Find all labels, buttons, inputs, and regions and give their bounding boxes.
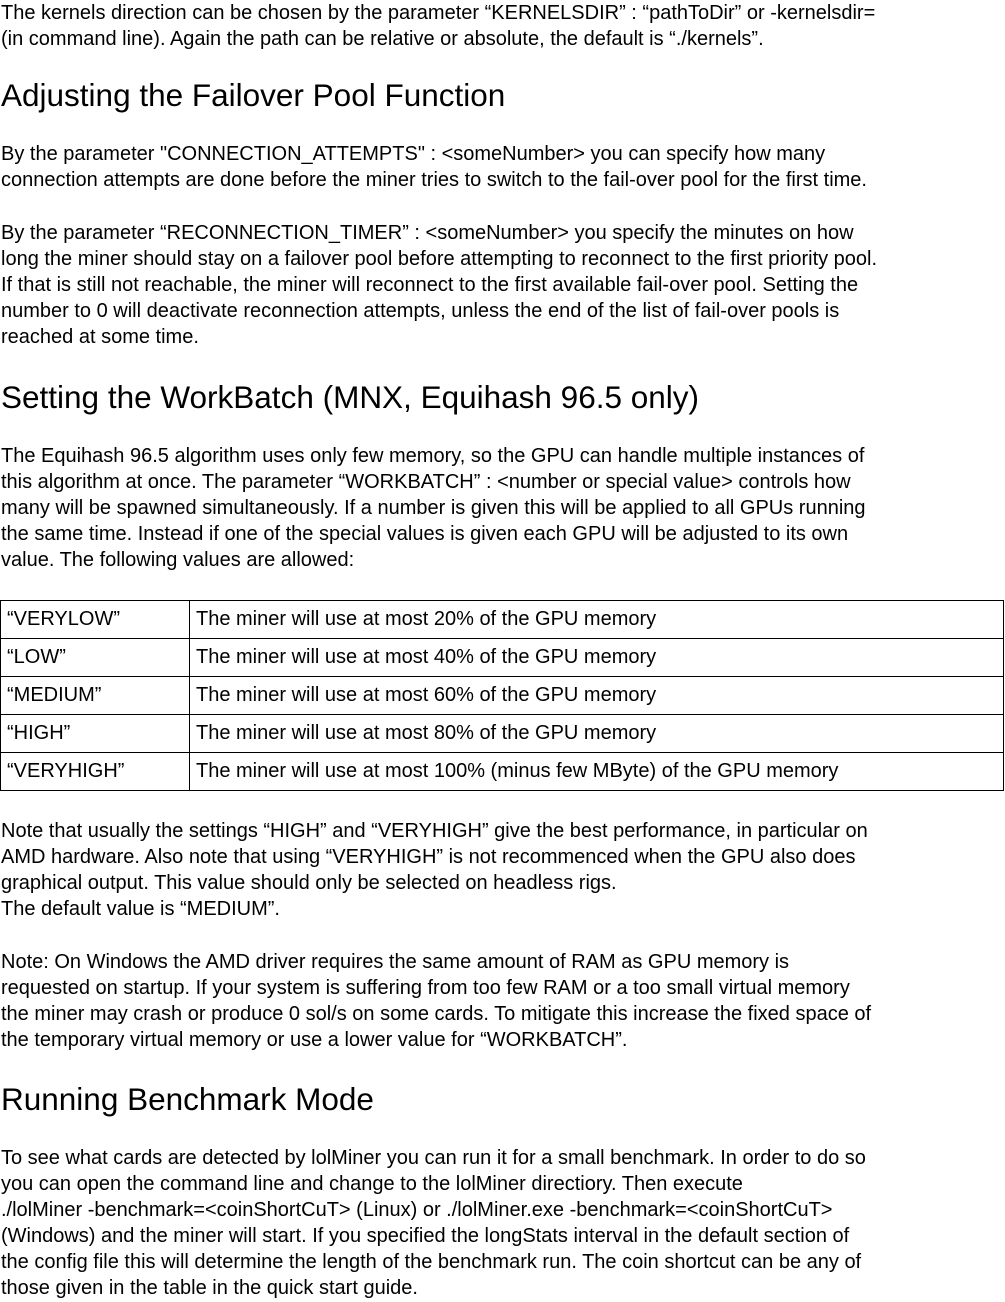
text-line: AMD hardware. Also note that using “VERYHIGH” is not recommenced when the GPU also does — [1, 846, 856, 868]
text-line: (in command line). Again the path can be relative or absolute, the default is “./kernels”. — [1, 28, 764, 50]
table-row — [1, 639, 1004, 677]
text-line: ./lolMiner -benchmark=<coinShortCuT> (Linux) or ./lolMiner.exe -benchmark=<coinShortCuT> — [1, 1199, 833, 1221]
failover-heading: Adjusting the Failover Pool Function — [1, 77, 506, 113]
benchmark-heading: Running Benchmark Mode — [1, 1081, 374, 1117]
workbatch-heading: Setting the WorkBatch (MNX, Equihash 96.5 only) — [1, 379, 700, 415]
failover-paragraph-1 — [1, 141, 1004, 193]
text-line: Note: On Windows the AMD driver requires the same amount of RAM as GPU memory is — [1, 951, 790, 973]
table-cell-description: The miner will use at most 80% of the GPU memory — [190, 715, 1004, 753]
workbatch-paragraph-1 — [1, 443, 1004, 573]
benchmark-paragraph-1 — [1, 1145, 1004, 1301]
text-line: If that is still not reachable, the miner will reconnect to the first available fail-over pool. Setting the — [1, 274, 859, 296]
text-line: Note that usually the settings “HIGH” and “VERYHIGH” give the best performance, in particular on — [1, 820, 868, 842]
table-row — [1, 601, 1004, 639]
text-line: the same time. Instead if one of the special values is given each GPU will be adjusted to its own — [1, 523, 849, 545]
text-line: requested on startup. If your system is suffering from too few RAM or a too small virtual memory — [1, 977, 850, 999]
workbatch-paragraph-2 — [1, 818, 1004, 922]
table-row — [1, 753, 1004, 791]
text-line: The kernels direction can be chosen by the parameter “KERNELSDIR” : “pathToDir” or -kernelsdir= — [1, 2, 876, 24]
failover-paragraph-2 — [1, 220, 1004, 350]
text-line: long the miner should stay on a failover pool before attempting to reconnect to the first priority pool. — [1, 248, 878, 270]
table-cell-description: The miner will use at most 40% of the GPU memory — [190, 639, 1004, 677]
text-line: this algorithm at once. The parameter “WORKBATCH” : <number or special value> controls how — [1, 471, 851, 493]
text-line: the temporary virtual memory or use a lower value for “WORKBATCH”. — [1, 1029, 628, 1051]
table-cell-value: “HIGH” — [1, 715, 190, 753]
table-cell-description: The miner will use at most 20% of the GPU memory — [190, 601, 1004, 639]
table-cell-value: “MEDIUM” — [1, 677, 190, 715]
text-line: value. The following values are allowed: — [1, 549, 355, 571]
text-line: By the parameter "CONNECTION_ATTEMPTS" : <someNumber> you can specify how many — [1, 143, 826, 165]
text-line: those given in the table in the quick start guide. — [1, 1277, 418, 1299]
text-line: the miner may crash or produce 0 sol/s on some cards. To mitigate this increase the fixed space of — [1, 1003, 872, 1025]
table-row — [1, 677, 1004, 715]
text-line: reached at some time. — [1, 326, 199, 348]
text-line: (Windows) and the miner will start. If you specified the longStats interval in the default section of — [1, 1225, 850, 1247]
text-line: you can open the command line and change to the lolMiner directiory. Then execute — [1, 1173, 743, 1195]
text-line: The Equihash 96.5 algorithm uses only few memory, so the GPU can handle multiple instances of — [1, 445, 865, 467]
text-line: connection attempts are done before the miner tries to switch to the fail-over pool for the first time. — [1, 169, 867, 191]
table-cell-description: The miner will use at most 100% (minus few MByte) of the GPU memory — [190, 753, 1004, 791]
text-line: graphical output. This value should only be selected on headless rigs. — [1, 872, 617, 894]
workbatch-values-table — [0, 600, 1004, 791]
text-line: The default value is “MEDIUM”. — [1, 898, 280, 920]
table-cell-value: “LOW” — [1, 639, 190, 677]
text-line: To see what cards are detected by lolMiner you can run it for a small benchmark. In order to do so — [1, 1147, 866, 1169]
text-line: By the parameter “RECONNECTION_TIMER” : <someNumber> you specify the minutes on how — [1, 222, 854, 244]
text-line: number to 0 will deactivate reconnection attempts, unless the end of the list of fail-over pools is — [1, 300, 840, 322]
text-line: many will be spawned simultaneously. If a number is given this will be applied to all GPUs running — [1, 497, 866, 519]
table-cell-description: The miner will use at most 60% of the GPU memory — [190, 677, 1004, 715]
table-cell-value: “VERYHIGH” — [1, 753, 190, 791]
table-cell-value: “VERYLOW” — [1, 601, 190, 639]
text-line: the config file this will determine the length of the benchmark run. The coin shortcut can be any of — [1, 1251, 862, 1273]
table-row — [1, 715, 1004, 753]
intro-paragraph — [1, 0, 1004, 52]
workbatch-paragraph-3 — [1, 949, 1004, 1053]
